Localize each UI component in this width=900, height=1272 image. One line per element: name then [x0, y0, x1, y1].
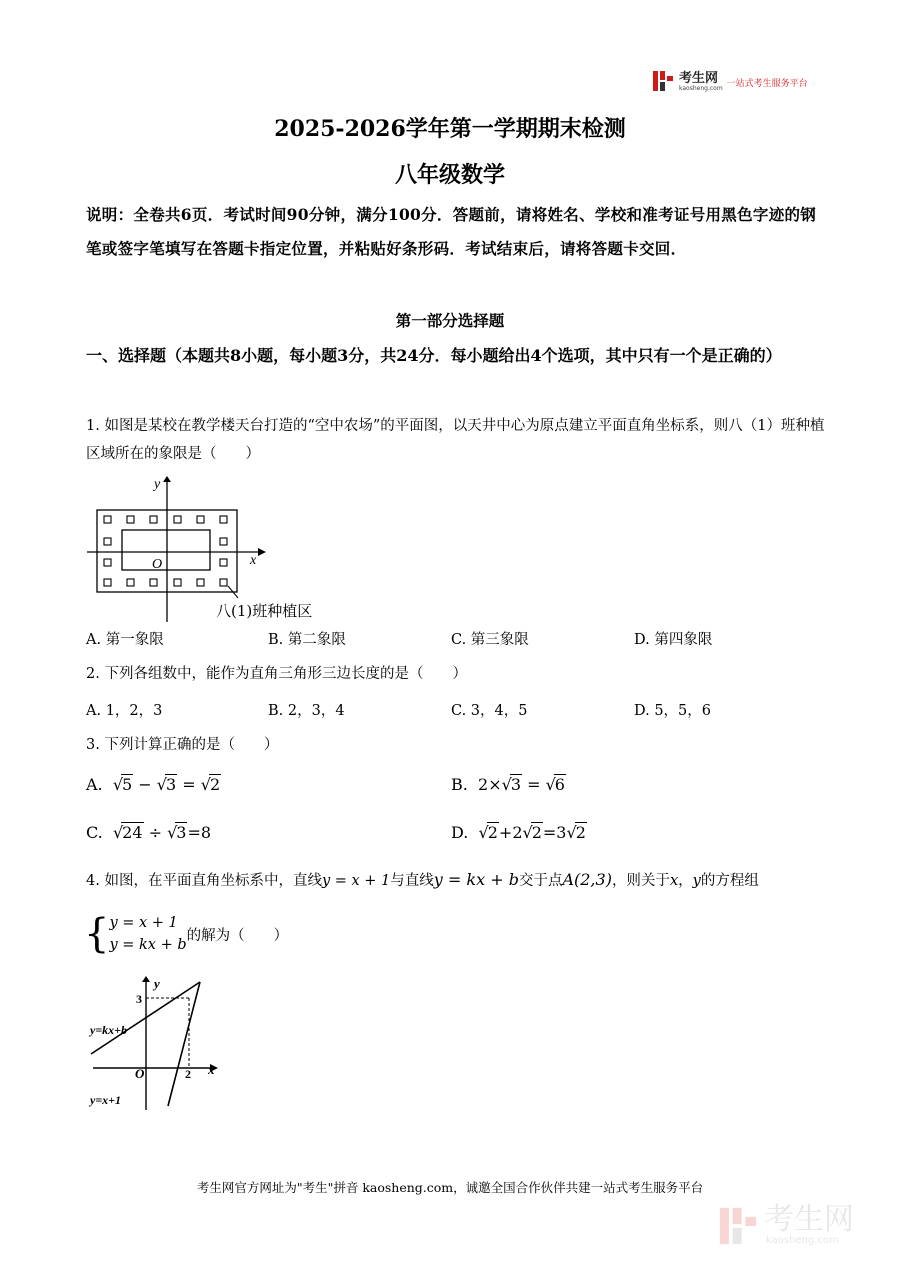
radicand: 24 [122, 823, 143, 842]
question-1-figure [80, 476, 360, 624]
radicand: 5 [122, 775, 133, 794]
exam-title: 2025-2026学年第一学期期末检测 [274, 116, 626, 142]
q3-option-d[interactable]: D. √2+2√2=3√2 [451, 823, 586, 842]
coefficient: 2× [478, 775, 502, 794]
stem-text: ，则关于 [611, 873, 670, 889]
q3-option-b[interactable]: B. 2×√3 = √6 [451, 775, 565, 794]
question-2-stem: 2. 下列各组数中，能作为直角三角形三边长度的是（ ） [86, 666, 467, 682]
equals: =3 [542, 823, 567, 842]
equation-system [84, 912, 288, 956]
q2-option-d[interactable]: D. 5，5，6 [634, 703, 712, 719]
radicand: 6 [554, 775, 565, 794]
brace-icon: { [84, 911, 110, 957]
question-3-stem: 3. 下列计算正确的是（ ） [86, 737, 279, 753]
page-footer: 考生网官方网址为"考生"拼音 kaosheng.com，诚邀全国合作伙伴共建一站式考生服务平台 [196, 1180, 704, 1195]
radicand: 2 [531, 823, 542, 842]
logo-url: kaosheng.com [679, 85, 723, 92]
equation-line1: y = x + 1 [321, 873, 391, 889]
radicand: 3 [165, 775, 177, 794]
section-title: 一、选择题（本题共8小题，每小题3分，共24分．每小题给出4个选项，其中只有一个是正确的） [86, 346, 782, 365]
watermark [718, 1202, 854, 1246]
label-kxb: y=kx+b [90, 1023, 128, 1037]
inner-rect [122, 530, 210, 570]
operator: ÷ [148, 823, 162, 842]
tick-x-2: 2 [185, 1067, 191, 1081]
stem-text: 交于点 [518, 873, 563, 889]
radicand: 3 [176, 823, 187, 842]
var-y: y [692, 873, 701, 889]
q2-option-b[interactable]: B. 2，3，4 [268, 703, 345, 719]
option-letter: B. [451, 775, 468, 794]
watermark-logo-icon [718, 1206, 758, 1246]
radicand: 2 [575, 823, 586, 842]
y-arrow-icon [163, 476, 171, 482]
result: =8 [187, 823, 212, 842]
origin-label: O [152, 557, 163, 572]
q3-option-c[interactable]: C. √24 ÷ √3=8 [86, 823, 212, 842]
stem-text: 的解为（ ） [186, 927, 289, 944]
axis-y-label: y [154, 477, 161, 492]
q2-option-a[interactable]: A. 1，2，3 [86, 703, 163, 719]
radicand: 2 [487, 823, 498, 842]
option-letter: A. [86, 775, 103, 794]
axis-y-label: y [154, 976, 160, 991]
radicand: 3 [510, 775, 521, 794]
question-4-figure [88, 976, 238, 1112]
stem-text: 与直线 [390, 873, 434, 889]
axis-x-label: x [250, 553, 257, 568]
logo-name: 考生网 [679, 71, 719, 86]
axis-x-label: x [208, 1062, 215, 1077]
radicand: 2 [209, 775, 221, 794]
q1-option-a[interactable]: A. 第一象限 [86, 632, 164, 648]
system-eq2: y = kx + b [109, 937, 187, 953]
header-logo [652, 70, 808, 94]
equals: = [527, 775, 541, 794]
stem-text: 的方程组 [700, 873, 759, 889]
origin-label: O [135, 1066, 145, 1081]
system-eq1: y = x + 1 [109, 915, 178, 931]
q2-option-c[interactable]: C. 3，4，5 [451, 703, 528, 719]
question-1-stem: 1. 如图是某校在教学楼天台打造的“空中农场”的平面图，以天井中心为原点建立平面直角坐标系，则八（1）班种植区域所在的象限是（ ） [86, 418, 825, 462]
question-4-stem [86, 866, 826, 895]
q1-option-c[interactable]: C. 第三象限 [451, 632, 529, 648]
equals: = [182, 775, 196, 794]
kaosheng-logo-icon [652, 70, 676, 94]
stem-text: 4. 如图，在平面直角坐标系中，直线 [86, 873, 322, 889]
plot-label: 八(1)班种植区 [216, 602, 313, 620]
stem-text: ， [678, 873, 693, 889]
watermark-name: 考生网 [764, 1202, 854, 1237]
var-x: x [669, 873, 679, 889]
part-title: 第一部分选择题 [395, 311, 505, 330]
tick-y-3: 3 [136, 992, 142, 1006]
y-arrow-icon [142, 976, 150, 982]
operator: − [138, 775, 152, 794]
operator: +2 [498, 823, 523, 842]
label-x1: y=x+1 [90, 1093, 122, 1107]
point-a: A(2,3) [562, 870, 612, 889]
x-arrow-icon [258, 548, 266, 556]
option-letter: D. [451, 823, 469, 842]
watermark-url: kaosheng.com [766, 1235, 839, 1246]
option-letter: C. [86, 823, 103, 842]
equation-line2: y = kx + b [433, 870, 519, 889]
instructions: 说明：全卷共6页．考试时间90分钟，满分100分．答题前，请将姓名、学校和准考证号用黑色字迹的钢笔或签字笔填写在答题卡指定位置，并粘贴好条形码．考试结束后，请将答题卡交回． [86, 205, 817, 258]
q3-option-a[interactable]: A. √5 − √3 = √2 [86, 775, 221, 794]
q1-option-b[interactable]: B. 第二象限 [268, 632, 346, 648]
q1-option-d[interactable]: D. 第四象限 [634, 632, 713, 648]
exam-subtitle: 八年级数学 [394, 162, 505, 188]
logo-slogan: 一站式考生服务平台 [726, 78, 808, 89]
